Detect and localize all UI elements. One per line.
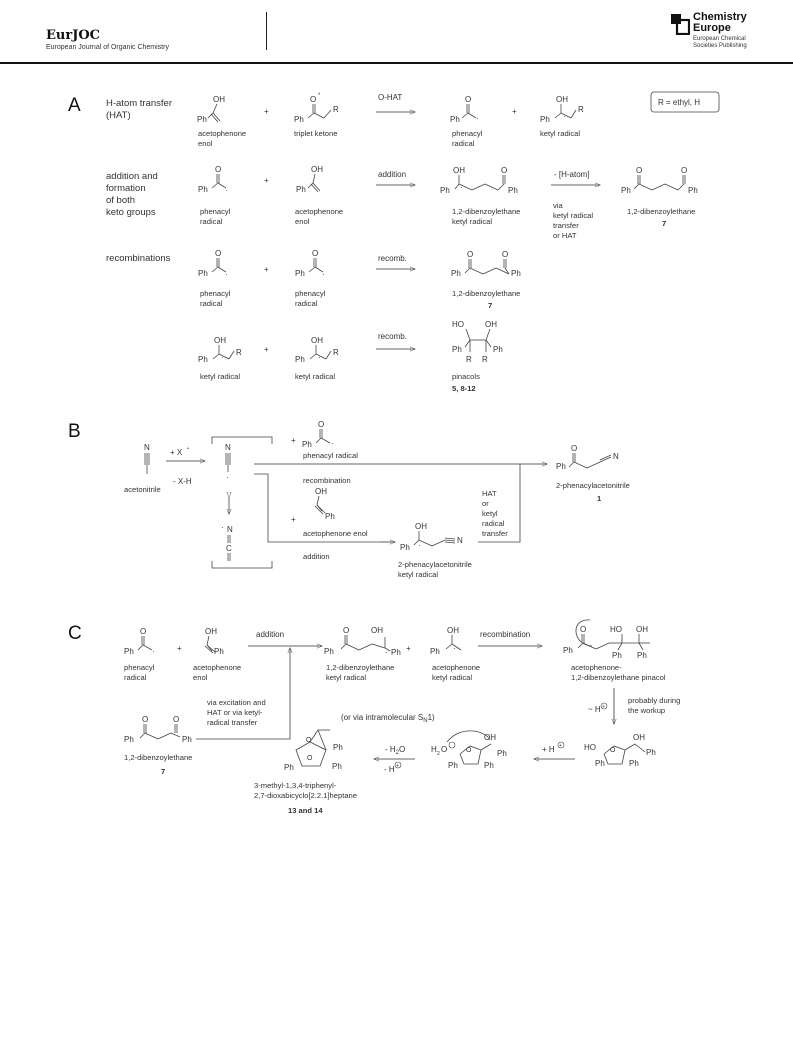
svg-text:Ph: Ph <box>296 185 306 194</box>
svg-text:OH: OH <box>447 626 459 635</box>
species-label: acetophenone <box>198 129 247 138</box>
species-label: radical <box>295 299 318 308</box>
svg-text:OH: OH <box>453 166 465 175</box>
svg-text:Ph: Ph <box>497 749 507 758</box>
arrow-label: addition <box>256 630 285 639</box>
dibenzoylethane-structure <box>451 250 521 278</box>
svg-text:Ph: Ph <box>197 115 207 124</box>
svg-text:·: · <box>225 186 228 195</box>
ketyl-radical-structure <box>295 336 339 364</box>
svg-text:Ph: Ph <box>688 186 698 195</box>
arrow-label: - H <box>384 765 395 774</box>
species-label: ketyl radical <box>200 372 241 381</box>
svg-text:R: R <box>333 105 339 114</box>
svg-text:Ph: Ph <box>302 440 312 449</box>
arrow-label: - $H_2O$ <box>385 745 406 756</box>
species-label: phenacyl <box>124 663 155 672</box>
compound-number: 7 <box>662 219 667 228</box>
species-label: enol <box>295 217 310 226</box>
cyanomethyl-radical-structure <box>225 443 231 482</box>
reagent-label: + X <box>170 448 183 457</box>
svg-text:Ph: Ph <box>451 269 461 278</box>
svg-text:O: O <box>140 627 147 636</box>
species-label: phenacyl <box>452 129 483 138</box>
species-label: pinacols <box>452 372 480 381</box>
species-label: 2-phenacylacetonitrile <box>398 560 472 569</box>
svg-text:N: N <box>144 443 150 452</box>
acetophenone-enol-structure <box>205 627 224 656</box>
svg-text:Ph: Ph <box>556 462 566 471</box>
svg-text:+: + <box>602 704 605 710</box>
arrow-note: ketyl <box>482 509 498 518</box>
species-label: 3-methyl-1,3,4-triphenyl- <box>254 781 337 790</box>
svg-text:OH: OH <box>485 320 497 329</box>
svg-text:+: + <box>264 176 269 185</box>
svg-text:C: C <box>226 544 232 553</box>
svg-text:·: · <box>453 644 456 653</box>
arrow-note: the workup <box>628 706 666 715</box>
svg-text:Ph: Ph <box>452 345 462 354</box>
hat-title-line1: H-atom transfer <box>106 98 172 109</box>
phenacylacetonitrile-structure <box>556 444 619 471</box>
phenacyl-radical-structure <box>302 420 334 449</box>
svg-text:N: N <box>227 525 233 534</box>
svg-text:Ph: Ph <box>294 115 304 124</box>
svg-text:Ph: Ph <box>612 651 622 660</box>
svg-text:OH: OH <box>636 625 648 634</box>
svg-text:·: · <box>221 353 224 362</box>
phenacyl-radical-structure <box>295 249 325 279</box>
phenacyl-radical-structure <box>450 95 479 124</box>
acetophenone-enol-structure <box>197 95 225 124</box>
arrow-label: ~ H <box>588 705 601 714</box>
compound-number: 5, 8-12 <box>452 384 476 393</box>
svg-text:OH: OH <box>214 336 226 345</box>
svg-text:OH: OH <box>315 487 327 496</box>
svg-text:O: O <box>343 626 350 635</box>
svg-text:Ph: Ph <box>198 355 208 364</box>
svg-text:·: · <box>418 541 421 550</box>
svg-text:Ph: Ph <box>400 543 410 552</box>
svg-text:Ph: Ph <box>484 761 494 770</box>
svg-text:O: O <box>173 715 180 724</box>
svg-text:HO: HO <box>610 625 622 634</box>
arrow-label: recomb. <box>378 332 407 341</box>
species-label: radical <box>124 673 147 682</box>
species-label: phenacyl <box>295 289 326 298</box>
svg-text:HO: HO <box>452 320 464 329</box>
svg-text:Ph: Ph <box>284 763 294 772</box>
species-label: phenacyl <box>200 289 231 298</box>
svg-text:O: O <box>466 747 472 754</box>
species-label: acetophenone <box>295 207 344 216</box>
svg-text:+: + <box>406 644 411 653</box>
arrow-note: ketyl radical <box>553 211 594 220</box>
svg-text:O: O <box>441 745 448 754</box>
svg-text:O: O <box>610 747 616 754</box>
svg-text:·: · <box>563 112 566 121</box>
svg-text:Ph: Ph <box>508 186 518 195</box>
svg-text:Ph: Ph <box>124 647 134 656</box>
dibenzoylethane-structure <box>124 715 192 744</box>
ketenimine-radical-structure <box>221 523 233 561</box>
svg-text:OH: OH <box>311 165 323 174</box>
arrow-note: or HAT <box>553 231 577 240</box>
svg-text:•: • <box>187 446 189 452</box>
arrow-note: radical transfer <box>207 718 258 727</box>
svg-text:·: · <box>318 353 321 362</box>
ketyl-radical-structure <box>540 95 584 124</box>
recombinations-title: recombinations <box>106 253 171 264</box>
svg-text:·: · <box>460 183 463 192</box>
svg-text:O: O <box>636 166 643 175</box>
svg-text:OH: OH <box>311 336 323 345</box>
svg-text:+: + <box>177 644 182 653</box>
arrow-label: - [H-atom] <box>554 170 590 179</box>
species-label: ketyl radical <box>452 217 493 226</box>
species-label: enol <box>198 139 213 148</box>
svg-text:*: * <box>318 93 321 99</box>
addition-title: keto groups <box>106 207 156 218</box>
compound-number: 13 and 14 <box>288 806 323 815</box>
dioxabicycloheptane-structure <box>284 730 343 772</box>
acetophenone-enol-structure <box>296 165 323 194</box>
svg-text:O: O <box>142 715 149 724</box>
publisher-name: Chemistry Europe <box>693 11 747 34</box>
svg-text:O: O <box>465 95 472 104</box>
arrow-note: HAT or via ketyl- <box>207 708 263 717</box>
compound-number: 7 <box>161 767 166 776</box>
hat-title-line2: (HAT) <box>106 110 131 121</box>
svg-text:·: · <box>221 523 224 532</box>
species-label: ketyl radical <box>398 570 439 579</box>
svg-text:+: + <box>396 763 399 769</box>
svg-text:·: · <box>476 114 479 123</box>
species-label: 1,2-dibenzoylethane <box>627 207 696 216</box>
dibenzoylethane-ketyl-radical-structure <box>324 626 401 657</box>
arrow-note: HAT <box>482 489 497 498</box>
svg-text:O: O <box>215 165 222 174</box>
species-label: acetophenone <box>432 663 481 672</box>
ketyl-radical-structure <box>198 336 242 364</box>
svg-text:O: O <box>306 737 312 744</box>
svg-text:O: O <box>571 444 578 453</box>
species-label: 2-phenacylacetonitrile <box>556 481 630 490</box>
svg-text:OH: OH <box>556 95 568 104</box>
species-label: ketyl radical <box>295 372 336 381</box>
svg-text:OH: OH <box>213 95 225 104</box>
species-label: phenacyl <box>200 207 231 216</box>
species-label: 1,2-dibenzoylethane <box>326 663 395 672</box>
svg-text:O: O <box>312 249 319 258</box>
compound-number: 1 <box>597 494 602 503</box>
svg-text:+: + <box>264 345 269 354</box>
svg-text:Ph: Ph <box>448 761 458 770</box>
svg-text:OH: OH <box>205 627 217 636</box>
svg-text:Ph: Ph <box>124 735 134 744</box>
compound-number: 7 <box>488 301 493 310</box>
svg-text:Ph: Ph <box>450 115 460 124</box>
arrow-note: or <box>482 499 489 508</box>
species-label: 1,2-dibenzoylethane <box>452 207 521 216</box>
svg-text:R: R <box>236 348 242 357</box>
addition-title: addition and <box>106 171 158 182</box>
svg-text:O: O <box>307 755 313 762</box>
svg-text:+: + <box>291 515 296 524</box>
svg-text:·: · <box>225 270 228 279</box>
svg-text:O: O <box>467 250 474 259</box>
arrow-label: recombination <box>480 630 531 639</box>
arrow-note: radical <box>482 519 505 528</box>
arrow-label: addition <box>303 552 330 561</box>
phenacylacetonitrile-ketyl-radical-structure <box>400 522 463 552</box>
svg-text:R: R <box>482 355 488 364</box>
hemiketal-structure <box>584 733 656 768</box>
species-label: 2,7-dioxabicyclo[2.2.1]heptane <box>254 791 358 800</box>
svg-text:O: O <box>681 166 688 175</box>
svg-text:Ph: Ph <box>324 647 334 656</box>
arrow-note: via excitation and <box>207 698 266 707</box>
panel-c-label: C <box>68 623 82 644</box>
svg-text:OH: OH <box>415 522 427 531</box>
species-label: ketyl radical <box>432 673 473 682</box>
journal-full-name: European Journal of Organic Chemistry <box>46 44 169 51</box>
svg-text:+: + <box>559 743 562 749</box>
svg-text:Ph: Ph <box>198 269 208 278</box>
species-label: acetophenone <box>193 663 242 672</box>
pinacol-intermediate-structure <box>563 620 650 660</box>
svg-text:Ph: Ph <box>540 115 550 124</box>
dibenzoylethane-ketyl-radical-structure <box>440 166 518 195</box>
species-label: radical <box>200 299 223 308</box>
svg-text:O: O <box>502 250 509 259</box>
svg-text:Ph: Ph <box>391 648 401 657</box>
svg-text:Ph: Ph <box>214 647 224 656</box>
species-label: triplet ketone <box>294 129 338 138</box>
svg-text:Ph: Ph <box>621 186 631 195</box>
species-label: 1,2-dibenzoylethane <box>452 289 521 298</box>
svg-text:Ph: Ph <box>629 759 639 768</box>
svg-text:Ph: Ph <box>295 355 305 364</box>
svg-text:·: · <box>322 270 325 279</box>
bracket <box>212 561 272 568</box>
svg-text:Ph: Ph <box>511 269 521 278</box>
svg-text:OH: OH <box>633 733 645 742</box>
svg-text:+: + <box>264 107 269 116</box>
acetophenone-enol-structure <box>315 487 335 521</box>
species-label: radical <box>200 217 223 226</box>
species-label: acetophenone- <box>571 663 622 672</box>
svg-text:O: O <box>318 420 325 429</box>
arrow-note: transfer <box>553 221 579 230</box>
svg-text:N: N <box>457 536 463 545</box>
svg-text:Ph: Ph <box>563 646 573 655</box>
species-label: radical <box>452 139 475 148</box>
arrow-label: addition <box>378 170 407 179</box>
pinacol-structure <box>452 320 503 364</box>
svg-text:·: · <box>152 647 155 656</box>
svg-text:Ph: Ph <box>646 748 656 757</box>
arrow-note: via <box>553 201 563 210</box>
svg-text:+: + <box>264 265 269 274</box>
svg-text:·: · <box>385 648 388 657</box>
svg-text:OH: OH <box>371 626 383 635</box>
svg-text:Ph: Ph <box>295 269 305 278</box>
svg-text:Ph: Ph <box>493 345 503 354</box>
svg-text:2: 2 <box>437 751 440 757</box>
triplet-ketone-structure <box>294 93 339 124</box>
svg-text:+: + <box>512 107 517 116</box>
bracket <box>212 437 272 444</box>
journal-name: EurJOC <box>46 28 101 43</box>
arrow-label: + H <box>542 745 555 754</box>
arrow-label: recomb. <box>378 254 407 263</box>
svg-text:·: · <box>226 473 229 482</box>
svg-text:Ph: Ph <box>430 647 440 656</box>
svg-text:R: R <box>466 355 472 364</box>
svg-text:·: · <box>331 439 334 448</box>
arrow-label: O-HAT <box>378 93 403 102</box>
panel-b-label: B <box>68 421 81 442</box>
phenacyl-radical-structure <box>198 249 228 279</box>
reagent-label: - X-H <box>173 477 192 486</box>
addition-title: of both <box>106 195 136 206</box>
arrow-note: transfer <box>482 529 508 538</box>
species-label: ketyl radical <box>540 129 581 138</box>
svg-text:OH: OH <box>484 733 496 742</box>
phenacyl-radical-structure <box>198 165 228 195</box>
svg-text:Ph: Ph <box>637 651 647 660</box>
svg-text:Ph: Ph <box>440 186 450 195</box>
svg-text:R: R <box>578 105 584 114</box>
species-label: 1,2-dibenzoylethane pinacol <box>571 673 666 682</box>
panel-a-label: A <box>68 95 81 116</box>
svg-text:Ph: Ph <box>325 512 335 521</box>
svg-text:N: N <box>225 443 231 452</box>
r-group-label: R = ethyl, H <box>658 98 701 107</box>
species-label: acetophenone enol <box>303 529 368 538</box>
svg-text:O: O <box>310 95 317 104</box>
svg-text:Ph: Ph <box>332 762 342 771</box>
svg-text:O: O <box>580 625 587 634</box>
addition-title: formation <box>106 183 146 194</box>
svg-text:HO: HO <box>584 743 596 752</box>
sn1-note: (or via intramolecular $S_N1$) <box>341 713 435 724</box>
species-label: ketyl radical <box>326 673 367 682</box>
svg-text:O: O <box>501 166 508 175</box>
arrow-label: recombination <box>303 476 351 485</box>
publisher-subtitle: European Chemical Societies Publishing <box>693 36 747 49</box>
svg-text:Ph: Ph <box>595 759 605 768</box>
svg-text:+: + <box>291 436 296 445</box>
svg-text:Ph: Ph <box>182 735 192 744</box>
oxonium-structure <box>431 731 507 770</box>
phenacyl-radical-structure <box>124 627 155 656</box>
species-label: acetonitrile <box>124 485 161 494</box>
svg-text:R: R <box>333 348 339 357</box>
svg-text:Ph: Ph <box>333 743 343 752</box>
arrow-note: probably during <box>628 696 681 705</box>
acetophenone-ketyl-radical-structure <box>430 626 461 656</box>
species-label: 1,2-dibenzoylethane <box>124 753 193 762</box>
dibenzoylethane-structure <box>621 166 698 195</box>
svg-text:N: N <box>613 452 619 461</box>
svg-text:Ph: Ph <box>198 185 208 194</box>
svg-text:H: H <box>431 745 437 754</box>
acetonitrile-structure <box>144 443 150 474</box>
svg-text:O: O <box>215 249 222 258</box>
species-label: enol <box>193 673 208 682</box>
species-label: phenacyl radical <box>303 451 358 460</box>
